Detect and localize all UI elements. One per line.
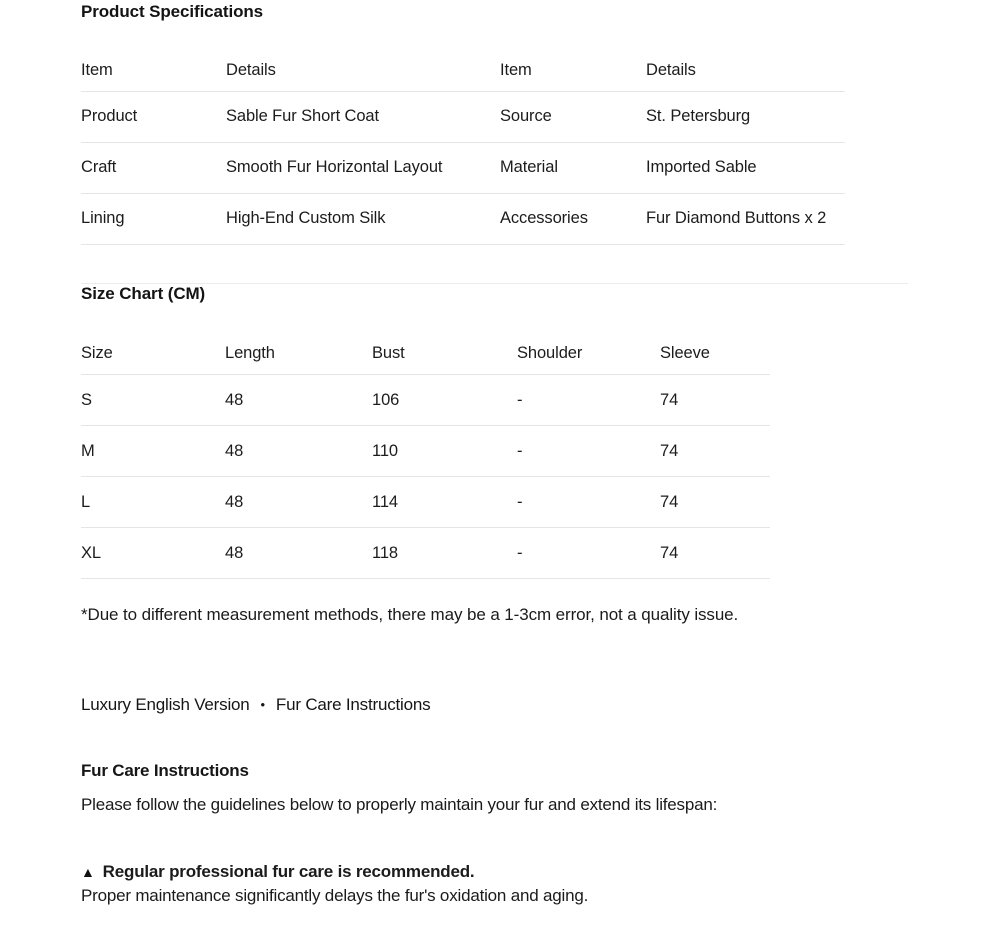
spec-label: Lining: [81, 193, 226, 244]
size-cell: L: [81, 477, 225, 528]
size-cell: S: [81, 375, 225, 426]
table-row: [81, 193, 845, 244]
spec-table: [81, 51, 845, 245]
table-row: [81, 142, 845, 193]
size-cell: M: [81, 426, 225, 477]
banner-version-label: Luxury English Version: [81, 695, 250, 714]
spec-value: Smooth Fur Horizontal Layout: [226, 142, 500, 193]
size-cell: 74: [660, 477, 770, 528]
size-cell: -: [517, 528, 660, 579]
size-cell: -: [517, 477, 660, 528]
size-cell: 74: [660, 375, 770, 426]
size-cell: 48: [225, 375, 372, 426]
spec-header-details-right: Details: [646, 51, 845, 91]
care-tip: [81, 862, 1000, 882]
care-intro: Please follow the guidelines below to properly maintain your fur and extend its lifespan:: [81, 795, 718, 814]
size-cell: 114: [372, 477, 517, 528]
care-section: [81, 695, 1000, 906]
size-cell: 48: [225, 477, 372, 528]
banner-title-label: Fur Care Instructions: [275, 695, 431, 714]
spec-section-heading: Product Specifications: [81, 2, 264, 21]
size-cell: 118: [372, 528, 517, 579]
size-cell: -: [517, 375, 660, 426]
care-heading: Fur Care Instructions: [81, 761, 249, 780]
size-cell: 74: [660, 426, 770, 477]
table-row: [81, 477, 770, 528]
size-cell: XL: [81, 528, 225, 579]
spec-value: High-End Custom Silk: [226, 193, 500, 244]
size-table: [81, 334, 770, 580]
spec-header-item-left: Item: [81, 51, 226, 91]
spec-label: Source: [500, 91, 646, 142]
table-row: [81, 375, 770, 426]
spec-section: [81, 2, 1000, 245]
size-header-sleeve: Sleeve: [660, 334, 770, 375]
size-cell: 48: [225, 528, 372, 579]
table-row: [81, 91, 845, 142]
spec-label: Accessories: [500, 193, 646, 244]
spec-label: Material: [500, 142, 646, 193]
spec-value: Sable Fur Short Coat: [226, 91, 500, 142]
size-cell: 48: [225, 426, 372, 477]
size-cell: -: [517, 426, 660, 477]
table-row: [81, 528, 770, 579]
spec-label: Product: [81, 91, 226, 142]
size-header-size: Size: [81, 334, 225, 375]
triangle-bullet-icon: ▲: [81, 864, 95, 880]
care-banner: [81, 695, 1000, 715]
spec-value: Fur Diamond Buttons x 2: [646, 193, 845, 244]
measurement-note: *Due to different measurement methods, there may be a 1-3cm error, not a quality issue.: [81, 605, 739, 624]
spec-header-item-right: Item: [500, 51, 646, 91]
size-cell: 74: [660, 528, 770, 579]
size-section-heading: Size Chart (CM): [81, 283, 206, 303]
spec-value: Imported Sable: [646, 142, 845, 193]
size-cell: 106: [372, 375, 517, 426]
size-cell: 110: [372, 426, 517, 477]
care-tip-title: Regular professional fur care is recommended.: [102, 862, 475, 881]
size-header-length: Length: [225, 334, 372, 375]
size-header-bust: Bust: [372, 334, 517, 375]
spec-value: St. Petersburg: [646, 91, 845, 142]
size-header-row: [81, 334, 770, 375]
spec-header-row: [81, 51, 845, 91]
size-section: [81, 284, 1000, 626]
dot-separator-icon: •: [260, 697, 265, 712]
table-row: [81, 426, 770, 477]
spec-label: Craft: [81, 142, 226, 193]
spec-header-details-left: Details: [226, 51, 500, 91]
care-tip-description: Proper maintenance significantly delays the fur's oxidation and aging.: [81, 886, 589, 905]
size-header-shoulder: Shoulder: [517, 334, 660, 375]
